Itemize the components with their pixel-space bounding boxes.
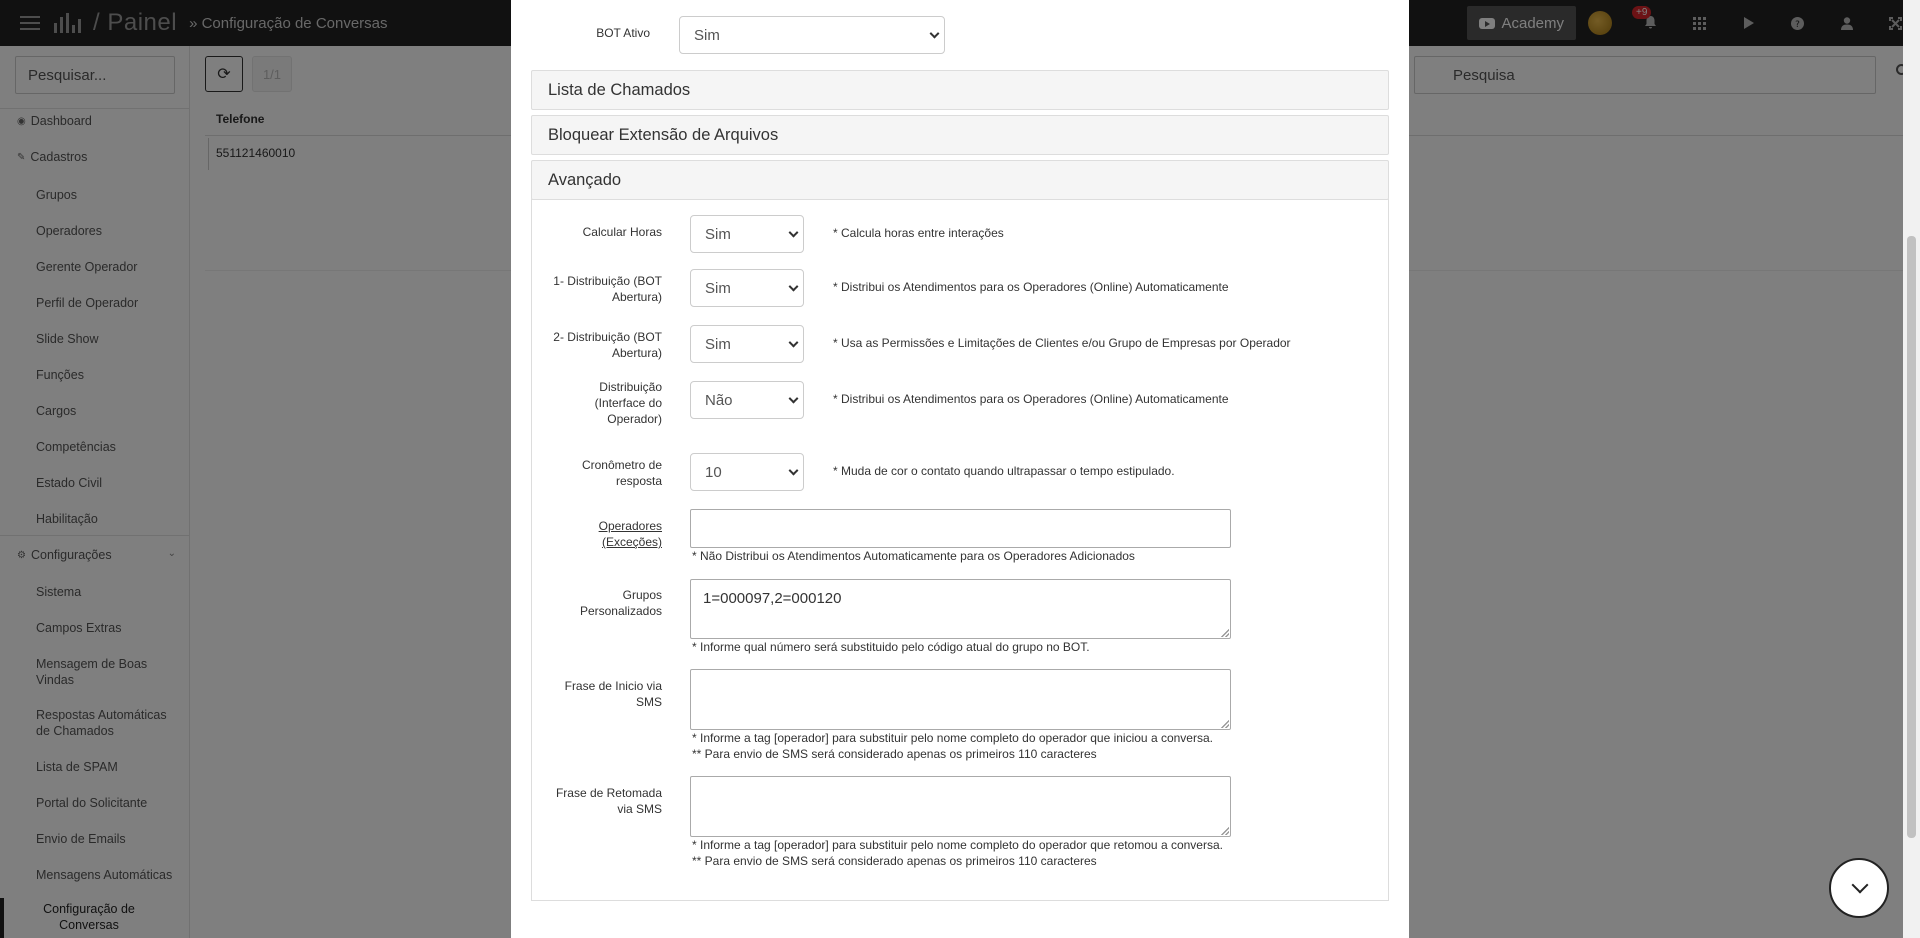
chevron-down-icon bbox=[789, 338, 799, 348]
panel-avancado[interactable]: Avançado bbox=[531, 160, 1389, 200]
operadores-excecoes-help: * Não Distribui os Atendimentos Automaticamente para os Operadores Adicionados bbox=[692, 549, 1135, 563]
resize-handle-icon[interactable] bbox=[1221, 720, 1229, 728]
distribuicao2-help: * Usa as Permissões e Limitações de Clientes e/ou Grupo de Empresas por Operador bbox=[833, 336, 1291, 350]
calcular-horas-help: * Calcula horas entre interações bbox=[833, 226, 1004, 240]
resize-handle-icon[interactable] bbox=[1221, 827, 1229, 835]
cronometro-label: Cronômetro de resposta bbox=[581, 458, 662, 488]
grupos-personalizados-textarea[interactable] bbox=[690, 579, 1231, 639]
operadores-excecoes-link[interactable]: Operadores (Exceções) bbox=[598, 519, 662, 549]
distribuicao1-label: 1- Distribuição (BOT Abertura) bbox=[553, 274, 662, 304]
grupos-personalizados-label: Grupos Personalizados bbox=[579, 588, 662, 618]
chevron-down-icon bbox=[789, 282, 799, 292]
calcular-horas-label: Calcular Horas bbox=[582, 225, 662, 239]
distribuicao2-label: 2- Distribuição (BOT Abertura) bbox=[553, 330, 662, 360]
distribuicao1-select[interactable] bbox=[690, 269, 804, 307]
grupos-personalizados-help: * Informe qual número será substituido pelo código atual do grupo no BOT. bbox=[692, 640, 1090, 654]
distribuicao2-select[interactable] bbox=[690, 325, 804, 363]
panel-lista-chamados[interactable]: Lista de Chamados bbox=[531, 70, 1389, 110]
frase-retomada-sms-help: * Informe a tag [operador] para substituir pelo nome completo do operador que retomou a conversa. bbox=[692, 838, 1223, 852]
chevron-down-icon bbox=[1852, 877, 1869, 894]
frase-inicio-sms-help-sms: ** Para envio de SMS será considerado apenas os primeiros 110 caracteres bbox=[692, 747, 1097, 761]
select-value: Não bbox=[705, 391, 733, 409]
scrollbar[interactable] bbox=[1903, 0, 1920, 938]
calcular-horas-select[interactable] bbox=[690, 215, 804, 253]
chevron-down-icon bbox=[930, 29, 940, 39]
frase-inicio-sms-textarea[interactable] bbox=[690, 669, 1231, 730]
panel-bloquear-extensao[interactable]: Bloquear Extensão de Arquivos bbox=[531, 115, 1389, 155]
distribuicao-interface-select[interactable] bbox=[690, 381, 804, 419]
chevron-down-icon bbox=[789, 394, 799, 404]
frase-retomada-sms-label: Frase de Retomada via SMS bbox=[555, 786, 662, 816]
select-value: Sim bbox=[705, 335, 731, 353]
frase-retomada-sms-textarea[interactable] bbox=[690, 776, 1231, 837]
scroll-down-button[interactable] bbox=[1829, 858, 1889, 918]
cronometro-select[interactable] bbox=[690, 453, 804, 491]
chevron-down-icon bbox=[789, 466, 799, 476]
distribuicao-interface-label: Distribuição (Interface do Operador) bbox=[594, 380, 662, 426]
frase-retomada-sms-help-sms: ** Para envio de SMS será considerado apenas os primeiros 110 caracteres bbox=[692, 854, 1097, 868]
bot-ativo-select[interactable] bbox=[679, 16, 945, 54]
select-value: 10 bbox=[705, 463, 722, 481]
frase-inicio-sms-label: Frase de Inicio via SMS bbox=[564, 679, 662, 709]
cronometro-help: * Muda de cor o contato quando ultrapassar o tempo estipulado. bbox=[833, 464, 1175, 478]
bot-ativo-label: BOT Ativo bbox=[596, 26, 650, 40]
resize-handle-icon[interactable] bbox=[1221, 629, 1229, 637]
distribuicao-interface-help: * Distribui os Atendimentos para os Operadores (Online) Automaticamente bbox=[833, 392, 1229, 406]
select-value: Sim bbox=[705, 279, 731, 297]
operadores-excecoes-input[interactable] bbox=[690, 509, 1231, 548]
distribuicao1-help: * Distribui os Atendimentos para os Operadores (Online) Automaticamente bbox=[833, 280, 1229, 294]
scrollbar-thumb[interactable] bbox=[1907, 236, 1916, 838]
frase-inicio-sms-help: * Informe a tag [operador] para substituir pelo nome completo do operador que iniciou a conversa. bbox=[692, 731, 1213, 745]
textarea-value: 1=000097,2=000120 bbox=[703, 590, 842, 607]
select-value: Sim bbox=[705, 225, 731, 243]
select-value: Sim bbox=[694, 26, 720, 44]
chevron-down-icon bbox=[789, 228, 799, 238]
